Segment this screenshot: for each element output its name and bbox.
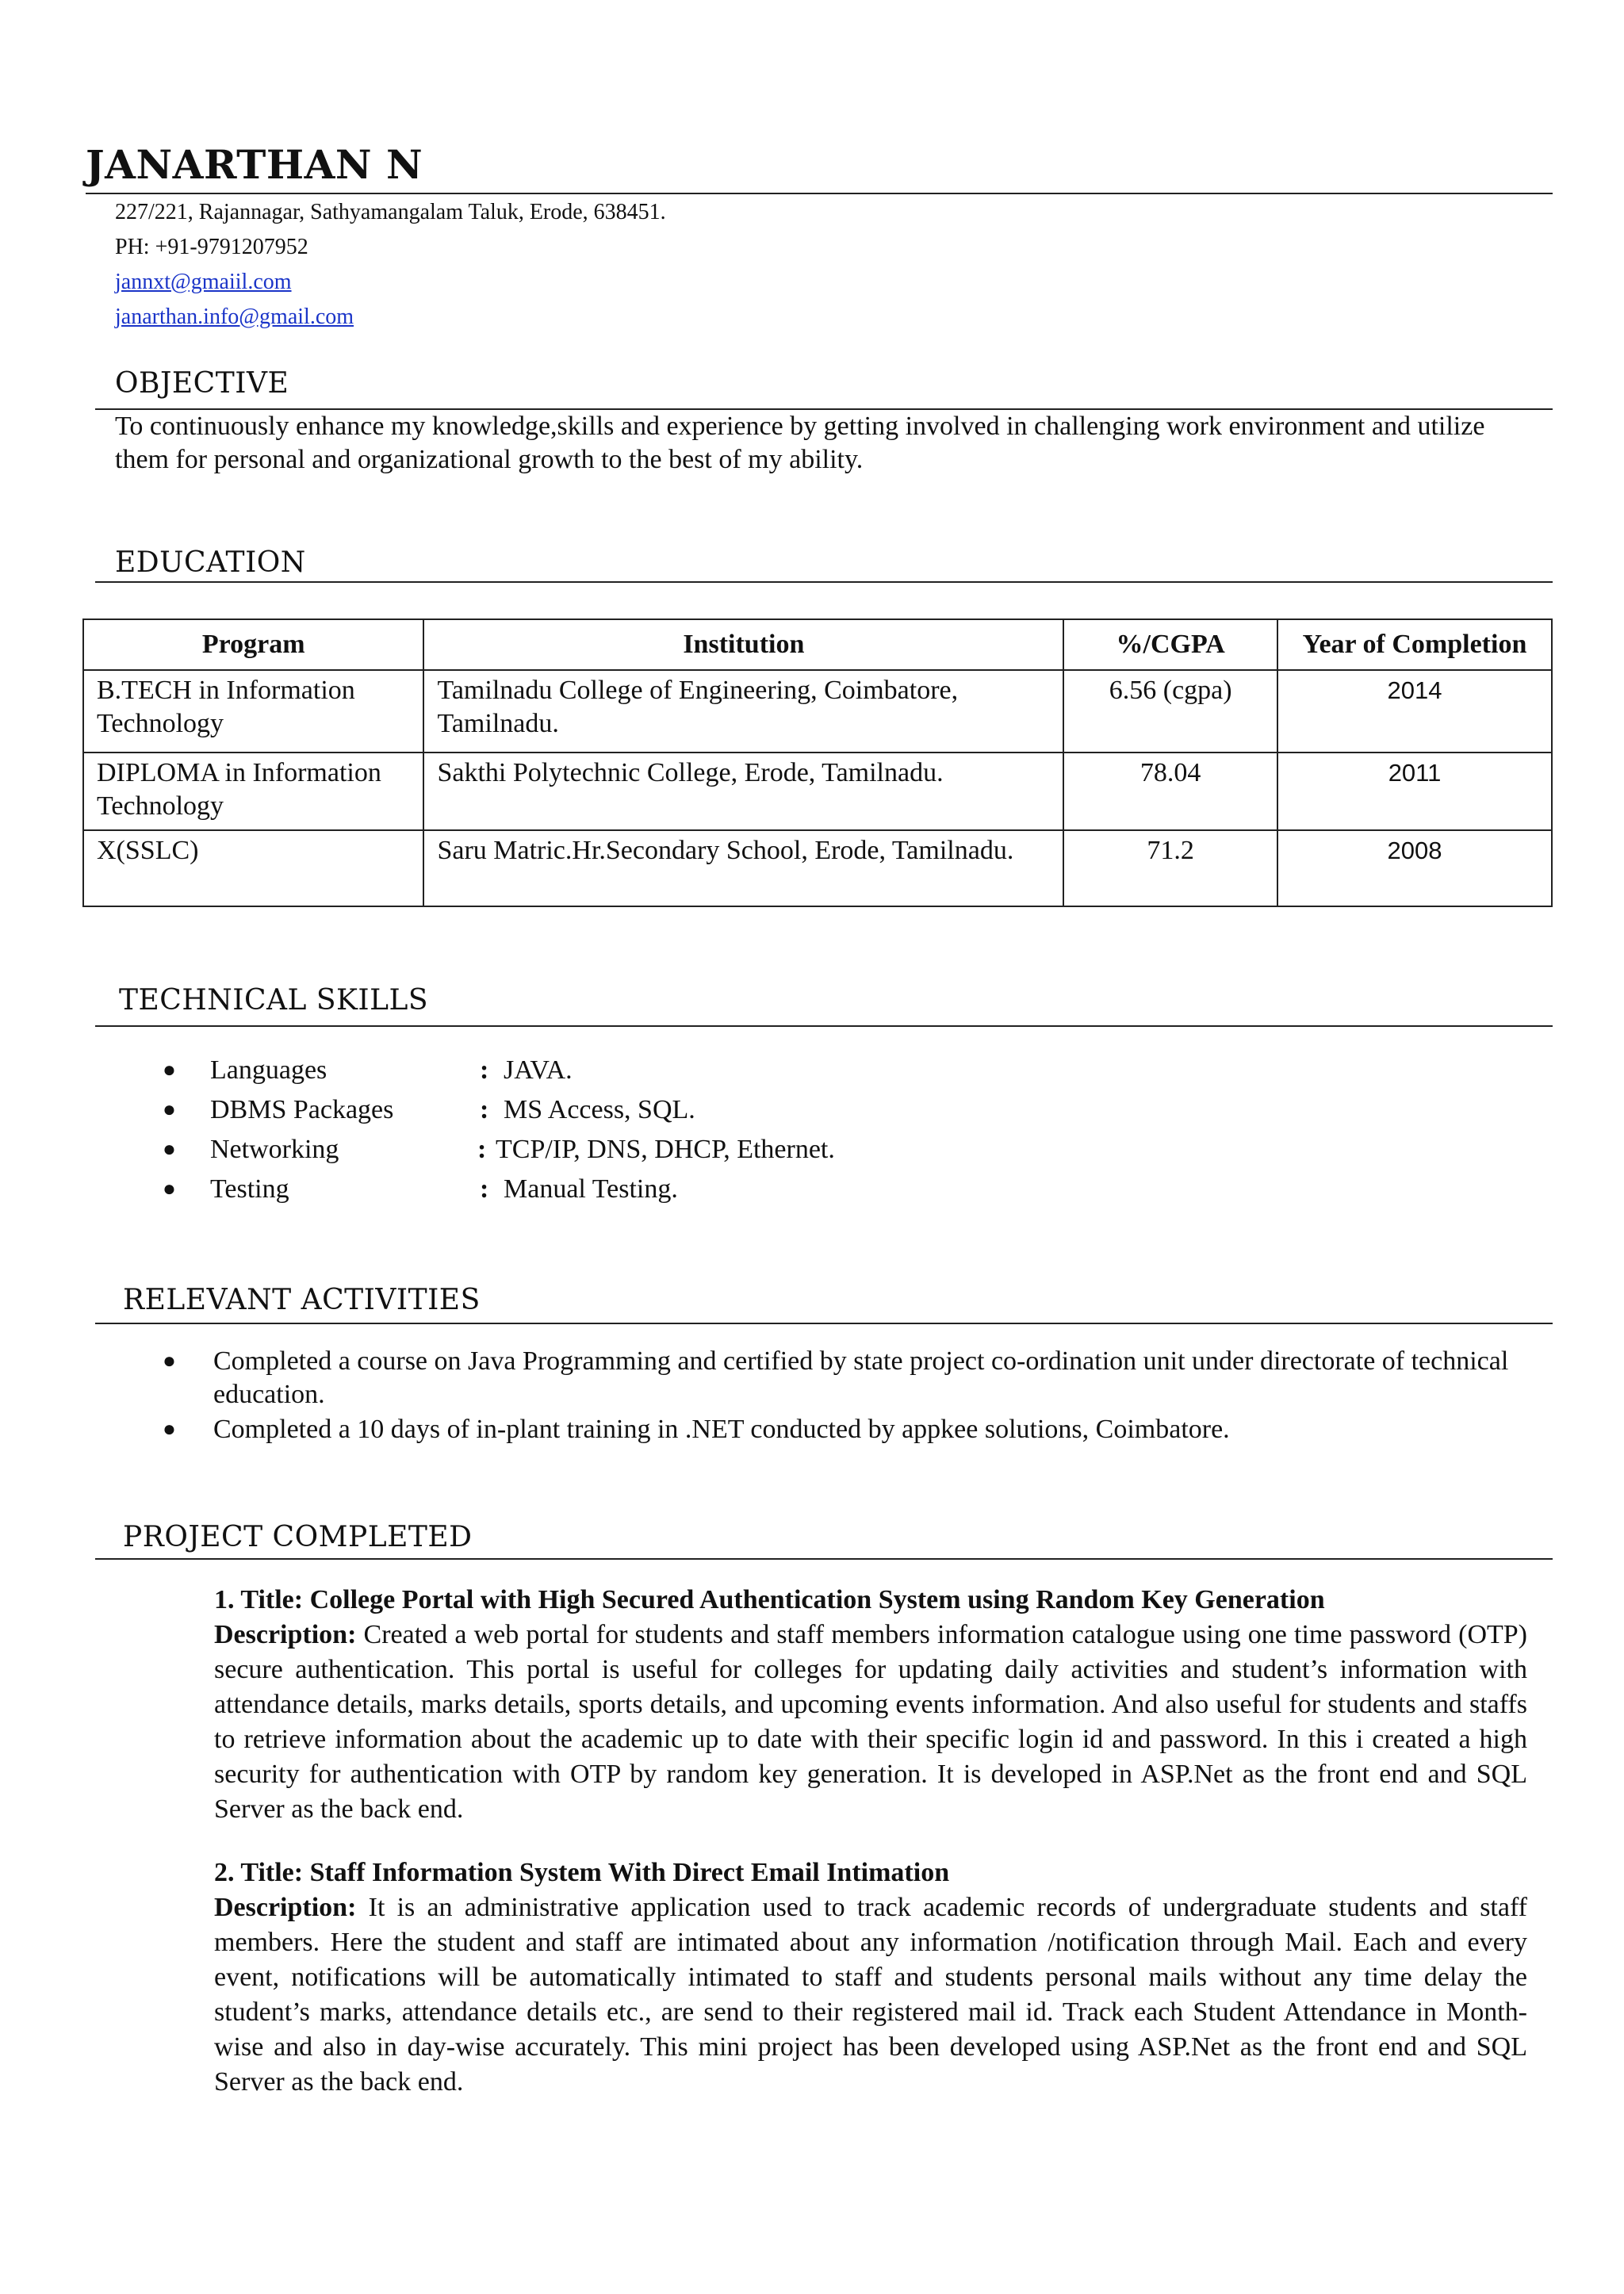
- score-cell: 78.04: [1063, 753, 1277, 830]
- list-item: [163, 1413, 1526, 1446]
- table-row: [83, 830, 1552, 906]
- col-program: Program: [83, 619, 423, 670]
- bullet-icon: ●: [163, 1137, 176, 1162]
- activity-text: Completed a 10 days of in-plant training in .NET conducted by appkee solutions, Coimbatore.: [213, 1415, 1230, 1444]
- program-cell: X(SSLC): [83, 830, 423, 906]
- skill-value: JAVA.: [504, 1055, 573, 1085]
- table-row: [83, 753, 1552, 830]
- activity-text: Completed a course on Java Programming and certified by state project co-ordination unit under directorate of technical education.: [213, 1346, 1509, 1409]
- col-year: Year of Completion: [1277, 619, 1552, 670]
- contact-block: [115, 195, 666, 335]
- project-1: [214, 1583, 1527, 1827]
- col-institution: Institution: [423, 619, 1063, 670]
- objective-heading: OBJECTIVE: [115, 367, 289, 400]
- bullet-icon: ●: [163, 1058, 176, 1082]
- skill-colon: :: [480, 1055, 489, 1085]
- activities-divider: [95, 1323, 1553, 1324]
- skill-label: Networking: [210, 1135, 339, 1164]
- bullet-icon: ●: [163, 1177, 176, 1201]
- score-cell: 71.2: [1063, 830, 1277, 906]
- skill-colon: :: [477, 1135, 487, 1164]
- table-row: [83, 670, 1552, 753]
- skill-label: Languages: [210, 1055, 327, 1085]
- phone: PH: +91-9791207952: [115, 235, 308, 259]
- skill-value: TCP/IP, DNS, DHCP, Ethernet.: [496, 1135, 835, 1164]
- skills-heading: TECHNICAL SKILLS: [119, 984, 429, 1017]
- bullet-icon: ●: [163, 1417, 176, 1442]
- institution-cell: Tamilnadu College of Engineering, Coimbatore, Tamilnadu.: [423, 670, 1063, 753]
- program-cell: B.TECH in Information Technology: [83, 670, 423, 753]
- objective-text: To continuously enhance my knowledge,skills and experience by getting involved in challenging work environment and utilize them for personal and organizational growth to the best of my ability.: [115, 412, 1485, 474]
- activities-heading: RELEVANT ACTIVITIES: [123, 1284, 481, 1316]
- skill-label: DBMS Packages: [210, 1095, 394, 1124]
- description-label: Description:: [214, 1893, 357, 1922]
- year-cell: 2011: [1277, 753, 1552, 830]
- year-cell: 2014: [1277, 670, 1552, 753]
- description-text: Created a web portal for students and staff members information catalogue using one time password (OTP) secure authentication. This portal is useful for colleges for updating daily activities and student’s information with attendance details, marks details, sports details, and upcoming events information. And also useful for students and staffs to retrieve information about the academic up to date with their specific login id and password. In this i created a high security for authentication with OTP by random key generation. It is developed in ASP.Net as the front end and SQL Server as the back end.: [214, 1620, 1527, 1824]
- bullet-icon: ●: [163, 1349, 176, 1373]
- list-item: [163, 1345, 1526, 1411]
- project-title: 1. Title: College Portal with High Secured Authentication System using Random Key Generation: [214, 1585, 1325, 1614]
- year-cell: 2008: [1277, 830, 1552, 906]
- skills-divider: [95, 1025, 1553, 1027]
- institution-cell: Saru Matric.Hr.Secondary School, Erode, Tamilnadu.: [423, 830, 1063, 906]
- activities-list: [163, 1345, 1526, 1448]
- candidate-name: JANARTHAN N: [86, 141, 423, 188]
- name-divider: [86, 193, 1553, 194]
- email-link-2[interactable]: janarthan.info@gmail.com: [115, 304, 354, 329]
- project-2: [214, 1855, 1527, 2100]
- skill-colon: :: [480, 1095, 489, 1124]
- skill-value: Manual Testing.: [504, 1174, 678, 1204]
- skill-colon: :: [480, 1174, 489, 1204]
- description-label: Description:: [214, 1620, 357, 1649]
- projects-heading: PROJECT COMPLETED: [123, 1521, 473, 1553]
- program-cell: DIPLOMA in Information Technology: [83, 753, 423, 830]
- skill-label: Testing: [210, 1174, 289, 1204]
- project-description: [214, 1890, 1527, 2100]
- bullet-icon: ●: [163, 1097, 176, 1122]
- education-header-row: [83, 619, 1552, 670]
- description-text: It is an administrative application used to track academic records of undergraduate students and staff members. Here the student and staff are intimated about any information /notification through Mail. Each and every event, notifications will be automatically intimated to staff and students personal mails without any time delay the student’s marks, attendance details etc., are send to their registered mail id. Track each Student Attendance in Month-wise and also in day-wise accurately. This mini project has been developed using ASP.Net as the front end and SQL Server as the back end.: [214, 1893, 1527, 2097]
- project-description: [214, 1618, 1527, 1827]
- project-title: 2. Title: Staff Information System With Direct Email Intimation: [214, 1858, 950, 1887]
- address: 227/221, Rajannagar, Sathyamangalam Taluk, Erode, 638451.: [115, 200, 666, 224]
- education-heading: EDUCATION: [115, 546, 306, 579]
- score-cell: 6.56 (cgpa): [1063, 670, 1277, 753]
- projects-divider: [95, 1558, 1553, 1560]
- institution-cell: Sakthi Polytechnic College, Erode, Tamilnadu.: [423, 753, 1063, 830]
- col-score: %/CGPA: [1063, 619, 1277, 670]
- email-link-1[interactable]: jannxt@gmaiil.com: [115, 270, 292, 294]
- skill-value: MS Access, SQL.: [504, 1095, 695, 1124]
- education-divider: [95, 581, 1553, 583]
- education-table: [82, 618, 1553, 907]
